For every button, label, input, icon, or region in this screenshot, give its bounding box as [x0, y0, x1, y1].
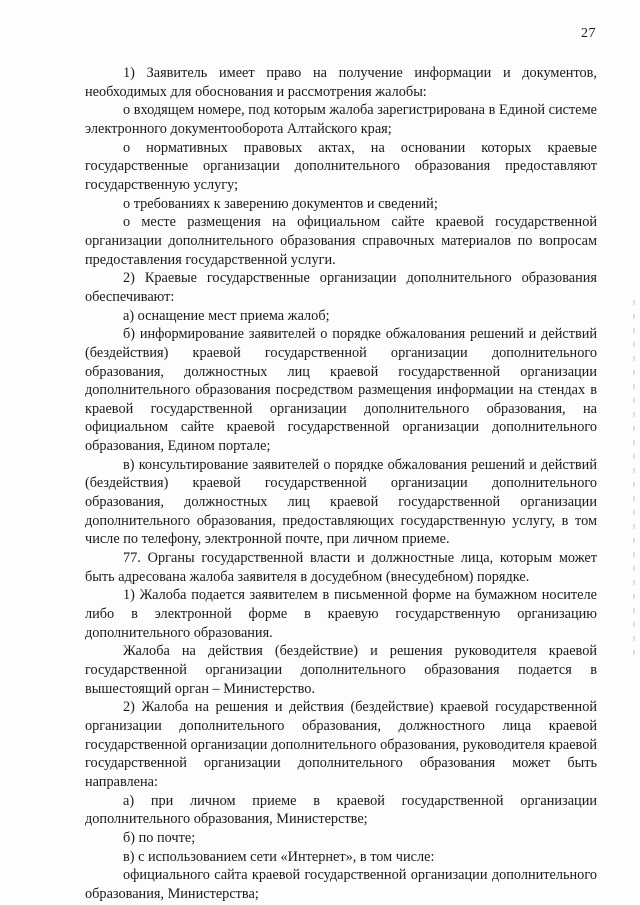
paragraph-organizations-provide: 2) Краевые государственные организации дополнительного образования обеспечивают: [85, 270, 597, 305]
paragraph-item-b-informing: б) информирование заявителей о порядке обжалования решений и действий (бездействия) краевой государственной организации дополнительного образования, должностных лиц краевой государственной организации дополнительного образования посредством размещения информации на стендах в краевой государственной организации дополнительного образования, на официальном сайте краевой государственной организации дополнительного образования, Едином портале; [85, 326, 597, 455]
paragraph-item-a-equipment: а) оснащение мест приема жалоб; [123, 307, 330, 324]
document-body [85, 64, 597, 904]
paragraph-item-c-internet: в) с использованием сети «Интернет», в том числе: [123, 848, 435, 865]
paragraph-item-b-mail: б) по почте; [123, 829, 196, 846]
paragraph-item-a-personal: а) при личном приеме в краевой государственной организации дополнительного образования, Министерстве; [85, 792, 597, 828]
paragraph-item-c-consulting: в) консультирование заявителей о порядке обжалования решений и действий (бездействия) краевой государственной организации дополнительного образования, должностных лиц краевой государственной организации дополнительного образования, предоставляющих государственную услугу, в том числе по телефону, электронной почте, при личном приеме. [85, 456, 597, 548]
paragraph-complaint-written-form: 1) Жалоба подается заявителем в письменной форме на бумажном носителе либо в электронной форме в краевую государственную организацию дополнительного образования. [85, 587, 597, 641]
paragraph-incoming-number: о входящем номере, под которым жалоба зарегистрирована в Единой системе электронного документооборота Алтайского края; [85, 102, 597, 137]
paragraph-certification-requirements: о требованиях к заверению документов и сведений; [123, 195, 438, 212]
paragraph-legal-acts: о нормативных правовых актах, на основании которых краевые государственные организации дополнительного образования предоставляют государственную услугу; [85, 139, 597, 193]
paragraph-complaint-head: Жалоба на действия (бездействие) и решения руководителя краевой государственной организации дополнительного образования подается в вышестоящий орган – Министерство. [85, 643, 597, 697]
page-number: 27 [581, 26, 596, 41]
paragraph-reference-materials: о месте размещения на официальном сайте краевой государственной организации дополнительного образования справочных материалов по вопросам предоставления государственной услуги. [85, 214, 597, 268]
scan-edge-artifact [633, 300, 635, 660]
paragraph-complaint-directions: 2) Жалоба на решения и действия (бездействие) краевой государственной организации дополнительного образования, должностного лица краевой государственной организации дополнительного образования, руководителя краевой государственной организации дополнительного образования может быть направлена: [85, 699, 597, 790]
paragraph-official-site: официального сайта краевой государственной организации дополнительного образования, Министерства; [85, 867, 597, 902]
paragraph-section-77: 77. Органы государственной власти и должностные лица, которым может быть адресована жалоба заявителя в досудебном (внесудебном) порядке. [85, 550, 597, 585]
paragraph-right-to-info: 1) Заявитель имеет право на получение информации и документов, необходимых для обоснования и рассмотрения жалобы: [85, 65, 597, 100]
